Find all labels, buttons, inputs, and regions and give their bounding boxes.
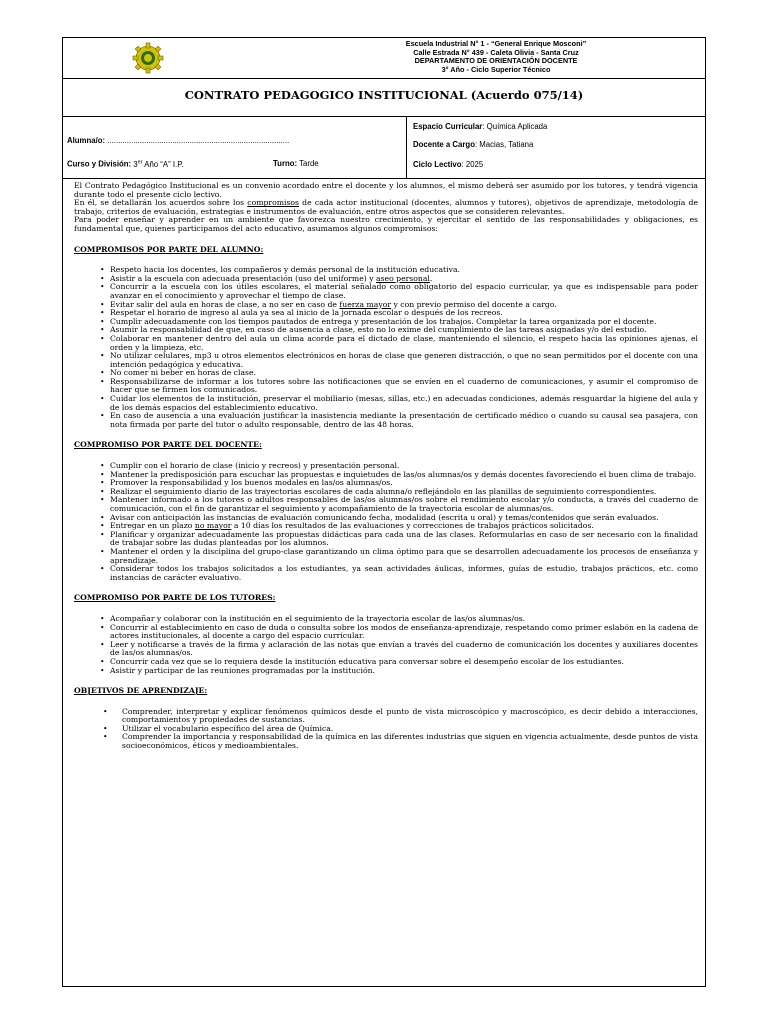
list-item: • Responsabilizarse de informar a los tutores sobre las notificaciones que se envíen en el cuaderno de comunicaciones, y asumir el compromiso de hacer que se firmen los comunicados. <box>74 378 698 395</box>
list-item: • Entregar en un plazo no mayor a 10 días los resultados de las evaluaciones y correcciones de trabajos prácticos solicitados. <box>74 522 698 531</box>
student-info-table <box>63 116 705 179</box>
turno-value: Tarde <box>299 159 319 168</box>
alumno-field[interactable] <box>67 136 289 145</box>
alumno-label: Alumna/o: <box>67 136 106 145</box>
curso-label: Curso y División: <box>67 159 132 169</box>
docente-list <box>74 462 698 582</box>
list-item: • Planificar y organizar adecuadamente las propuestas didácticas para cada una de las clases. Reformularlas en caso de ser necesario con la finalidad de trabajar sobre las dudas planteadas por los alumnos. <box>74 531 698 548</box>
list-item: • Utilizar el vocabulario específico del área de Química. <box>74 725 698 734</box>
contract-body <box>74 182 698 751</box>
list-item: • En caso de ausencia a una evaluación justificar la inasistencia mediante la presentación de certificado médico o cuando su causal sea pasajera, con nota firmada por parte del tutor o adulto responsable, dentro de las 48 horas. <box>74 412 698 429</box>
turno-field <box>273 159 319 168</box>
header <box>63 38 705 79</box>
list-item: • Comprender la importancia y responsabilidad de la química en las diferentes industrias que siguen en vigencia actualmente, desde puntos de vista socioeconómicos, éticos y medioambientales. <box>74 733 698 750</box>
school-name: Escuela Industrial N° 1 - “General Enrique Mosconi” <box>405 39 587 48</box>
ciclo-value: : 2025 <box>461 160 484 169</box>
objetivos-list <box>74 708 698 751</box>
list-item: • Respeto hacia los docentes, los compañeros y demás personal de la institución educativa. <box>74 266 698 275</box>
list-item: • Considerar todos los trabajos solicitados a los estudiantes, ya sean actividades áulicas, informes, guías de estudio, trabajos prácticos, etc. como instancias de carácter evaluativo. <box>74 565 698 582</box>
document-title: CONTRATO PEDAGOGICO INSTITUCIONAL (Acuerdo 075/14) <box>184 88 584 102</box>
contract-page <box>62 37 706 987</box>
list-item: • No utilizar celulares, mp3 u otros elementos electrónicos en horas de clase que generen distracción, o que no sean permitidos por el docente con una intención pedagógica y educativa. <box>74 352 698 369</box>
ciclo-label: Ciclo Lectivo <box>413 160 462 169</box>
list-item: • Mantener el orden y la disciplina del grupo-clase garantizando un clima óptimo para que se desarrollen adecuadamente los procesos de enseñanza y aprendizaje. <box>74 548 698 565</box>
tutores-heading: COMPROMISO POR PARTE DE LOS TUTORES: <box>74 593 276 603</box>
docente-label: Docente a Cargo <box>413 140 475 149</box>
list-item: • Mantener la predisposición para escuchar las propuestas e inquietudes de las/os alumnas/os y demás docentes favoreciendo el buen clima de trabajo. <box>74 471 698 480</box>
curso-field <box>67 159 184 169</box>
intro-paragraph-1: El Contrato Pedagógico Institucional es un convenio acordado entre el docente y los alumnos, el mismo deberá ser asumido por los tutores, y tendrá vigencia durante todo el presente ciclo lectivo. <box>74 181 698 199</box>
list-item: • Realizar el seguimiento diario de las trayectorias escolares de cada alumna/o reflejándolo en las planillas de seguimiento correspondientes. <box>74 488 698 497</box>
course-cycle: 3° Año - Ciclo Superior Técnico <box>441 64 551 74</box>
intro-paragraph-3: Para poder enseñar y aprender en un ambiente que favorezca nuestro crecimiento, y ejercitar el sentido de las responsabilidades y obligaciones, es fundamental que, quienes participamos del acto educativo, asumamos algunos compromisos: <box>74 215 698 233</box>
list-item: • Leer y notificarse a través de la firma y aclaración de las notas que envían a través del cuaderno de comunicación los docentes y auxiliares docentes de las/os alumnas/os. <box>74 641 698 658</box>
list-item: • No comer ni beber en horas de clase. <box>74 369 698 378</box>
list-item: • Concurrir a la escuela con los útiles escolares, el material señalado como obligatorio del espacio curricular, ya que es indispensable para poder avanzar en el conocimiento y aprovechar el tiempo de clase. <box>74 283 698 300</box>
list-item: • Acompañar y colaborar con la institución en el seguimiento de la trayectoria escolar de las/os alumnas/os. <box>74 615 698 624</box>
espacio-label: Espacio Curricular <box>413 122 483 131</box>
column-divider <box>406 116 407 178</box>
docente-heading: COMPROMISO POR PARTE DEL DOCENTE: <box>74 440 262 450</box>
department-name: DEPARTAMENTO DE ORIENTACIÓN DOCENTE <box>414 56 578 66</box>
list-item: • Concurrir cada vez que se lo requiera desde la institución educativa para conversar sobre el desempeño escolar de los estudiantes. <box>74 658 698 667</box>
title-row <box>63 78 705 117</box>
list-item: • Respetar el horario de ingreso al aula ya sea al inicio de la jornada escolar o después de los recreos. <box>74 309 698 318</box>
tutores-list <box>74 615 698 675</box>
docente-value: : Macias, Tatiana <box>474 140 534 149</box>
espacio-value: : Química Aplicada <box>482 122 548 131</box>
alumno-value: .................................................................................... <box>107 136 290 145</box>
school-address: Calle Estrada N° 439 - Caleta Olivia - Santa Cruz <box>413 47 579 57</box>
alumno-heading: COMPROMISOS POR PARTE DEL ALUMNO: <box>74 244 264 254</box>
list-item: • Asistir y participar de las reuniones programadas por la institución. <box>74 667 698 676</box>
list-item: • Asistir a la escuela con adecuada presentación (uso del uniforme) y aseo personal. <box>74 275 698 284</box>
intro-paragraph-2: En él, se detallarán los acuerdos sobre los compromisos de cada actor institucional (docentes, alumnos y tutores), objetivos de aprendizaje, metodología de trabajo, criterios de evaluación, estrategias e instrumentos de evaluación, entre otros aspectos que se consideren relevantes. <box>74 198 698 216</box>
list-item: • Asumir la responsabilidad de que, en caso de ausencia a clase, esto no lo exime del cumplimiento de las tareas asignadas y/o del estudio. <box>74 326 698 335</box>
turno-label: Turno: <box>273 159 298 168</box>
ciclo-field <box>413 160 483 169</box>
list-item: • Cuidar los elementos de la institución, preservar el mobiliario (mesas, sillas, etc.) en adecuadas condiciones, además resguardar la higiene del aula y de los demás espacios del establecimiento educativo. <box>74 395 698 412</box>
list-item: • Mantener informado a los tutores o adultos responsables de las/os alumnas/os sobre el rendimiento escolar y/o conducta, a través del cuaderno de comunicación, con el fin de garantizar el seguimiento y acompañamiento de la trayectoria escolar de alumnas/os. <box>74 496 698 513</box>
objetivos-heading: OBJETIVOS DE APRENDIZAJE: <box>74 686 208 696</box>
list-item: • Colaborar en mantener dentro del aula un clima acorde para el dictado de clase, manteniendo el silencio, el respeto hacia las opiniones ajenas, el orden y la limpieza, etc. <box>74 335 698 352</box>
list-item: • Cumplir con el horario de clase (inicio y recreos) y presentación personal. <box>74 462 698 471</box>
list-item: • Avisar con anticipación las instancias de evaluación comunicando fecha, modalidad (escrita u oral) y temas/contenidos que serán evaluados. <box>74 514 698 523</box>
school-info <box>346 40 646 74</box>
alumno-list <box>74 266 698 429</box>
gear-emblem-icon <box>131 42 165 74</box>
list-item: • Comprender, interpretar y explicar fenómenos químicos desde el punto de vista microscópico y macroscópico, es decir debido a interacciones, comportamientos y propiedades de sustancias. <box>74 708 698 725</box>
curso-value: 3er Año “A” I.P. <box>133 159 184 169</box>
espacio-field <box>413 122 547 131</box>
list-item: • Promover la responsabilidad y los buenos modales en las/os alumnas/os. <box>74 479 698 488</box>
list-item: • Cumplir adecuadamente con los tiempos pautados de entrega y presentación de los trabajos. Completar la tarea organizada por el docente. <box>74 318 698 327</box>
list-item: • Evitar salir del aula en horas de clase, a no ser en caso de fuerza mayor y con previo permiso del docente a cargo. <box>74 301 698 310</box>
list-item: • Concurrir al establecimiento en caso de duda o consulta sobre los modos de enseñanza-aprendizaje, respetando como primer eslabón en la cadena de actores institucionales, al docente a cargo del espacio curricular. <box>74 624 698 641</box>
docente-field <box>413 140 533 149</box>
